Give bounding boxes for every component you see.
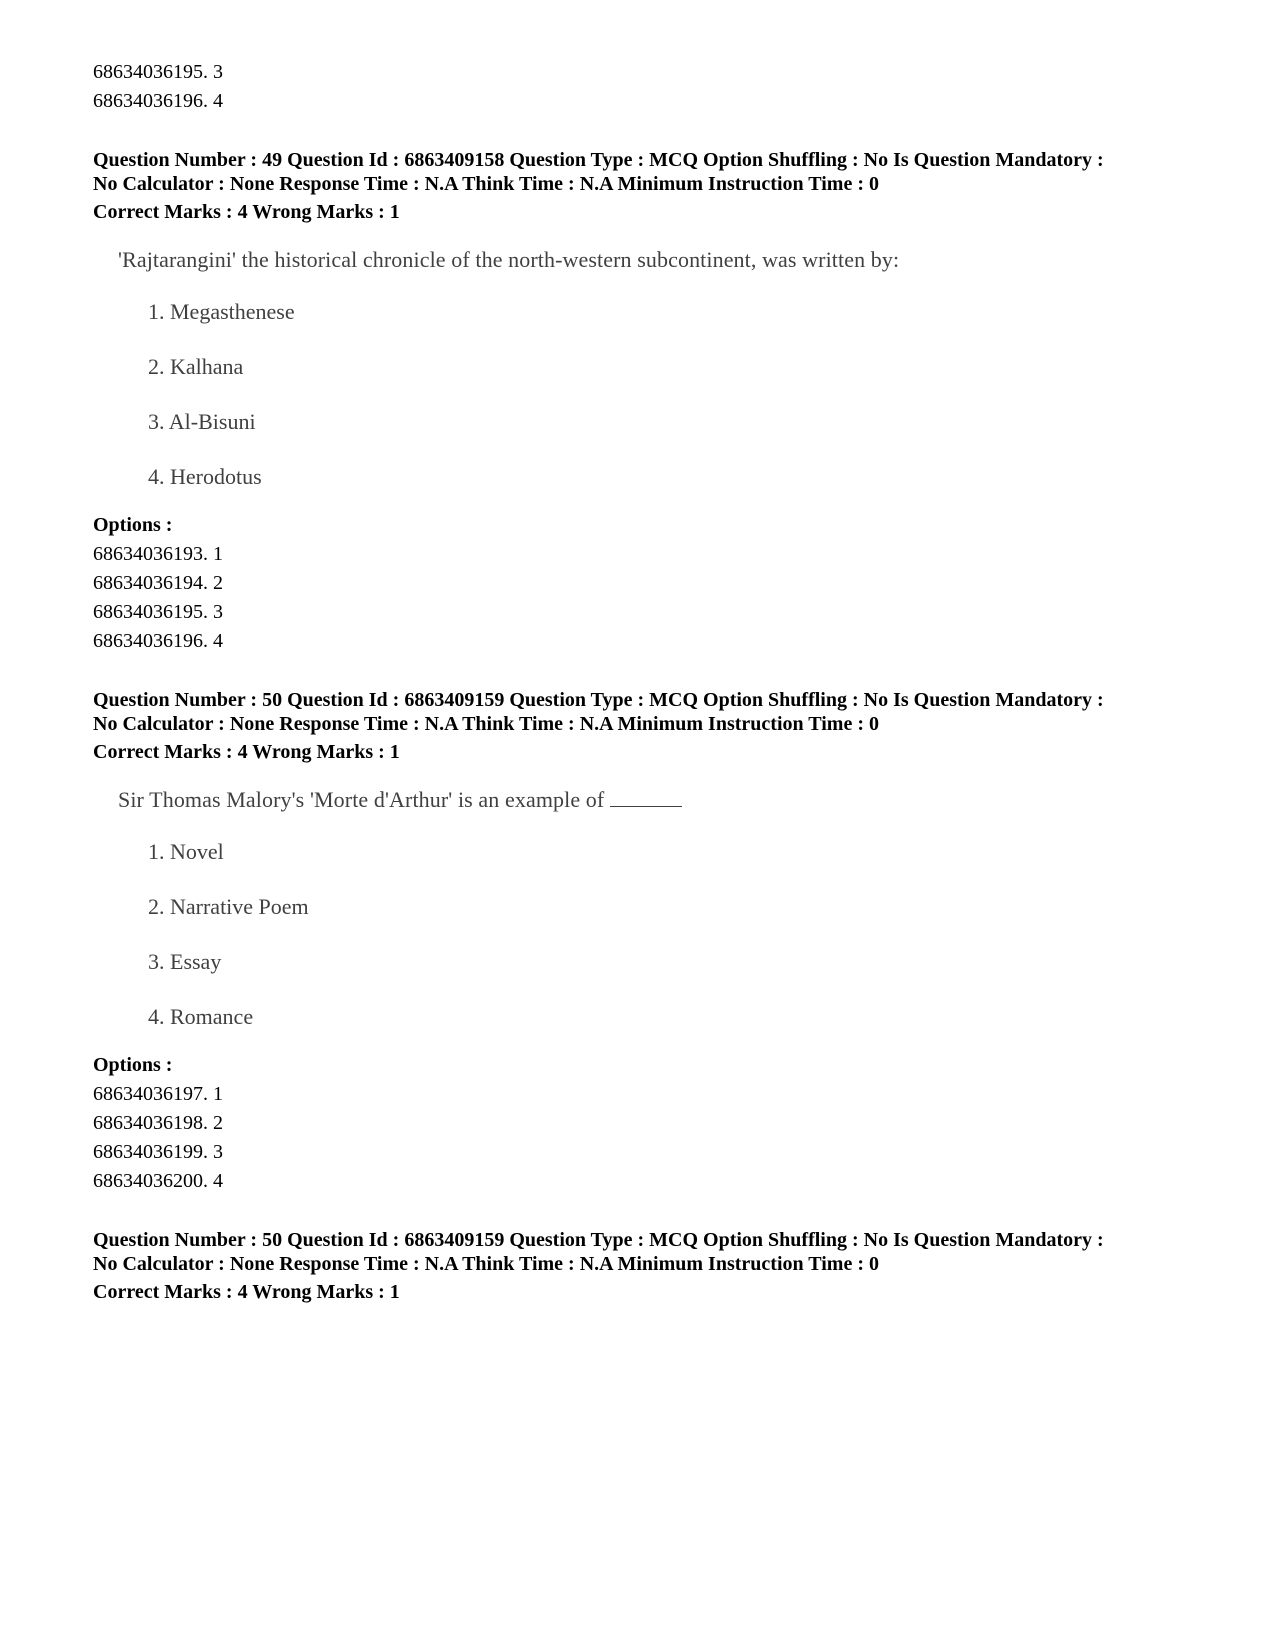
option-line: 68634036196. 4 bbox=[93, 90, 223, 112]
choice-item: 2. Kalhana bbox=[148, 354, 244, 379]
question-header-line2: No Calculator : None Response Time : N.A Think Time : N.A Minimum Instruction Time : 0 bbox=[93, 173, 879, 195]
question-marks: Correct Marks : 4 Wrong Marks : 1 bbox=[93, 741, 400, 763]
choice-item: 4. Herodotus bbox=[148, 464, 262, 489]
option-line: 68634036194. 2 bbox=[93, 572, 223, 594]
choice-item: 1. Novel bbox=[148, 839, 224, 864]
question-header bbox=[93, 1228, 1213, 1304]
options-list bbox=[93, 1080, 1213, 1196]
question-block-50-repeat bbox=[93, 1228, 1213, 1304]
question-stem bbox=[118, 786, 1213, 814]
option-line: 68634036198. 2 bbox=[93, 1112, 223, 1134]
option-line: 68634036196. 4 bbox=[93, 630, 223, 652]
option-line: 68634036193. 1 bbox=[93, 543, 223, 565]
question-header bbox=[93, 148, 1213, 224]
question-marks: Correct Marks : 4 Wrong Marks : 1 bbox=[93, 1281, 400, 1303]
question-stem-text: Sir Thomas Malory's 'Morte d'Arthur' is an example of bbox=[118, 787, 605, 812]
previous-options-list bbox=[93, 58, 1213, 116]
choice-item: 3. Al-Bisuni bbox=[148, 409, 256, 434]
option-line: 68634036195. 3 bbox=[93, 601, 223, 623]
choice-list bbox=[93, 838, 1213, 1043]
question-header-line1: Question Number : 49 Question Id : 6863409158 Question Type : MCQ Option Shuffling : No Is Question Mandatory : bbox=[93, 149, 1104, 171]
options-list bbox=[93, 540, 1213, 656]
question-header-line2: No Calculator : None Response Time : N.A Think Time : N.A Minimum Instruction Time : 0 bbox=[93, 713, 879, 735]
fill-in-blank bbox=[610, 786, 682, 807]
choice-item: 1. Megasthenese bbox=[148, 299, 295, 324]
question-header bbox=[93, 688, 1213, 764]
question-stem: 'Rajtarangini' the historical chronicle of the north-western subcontinent, was written by: bbox=[118, 247, 900, 272]
options-label: Options : bbox=[93, 1054, 173, 1076]
option-line: 68634036199. 3 bbox=[93, 1141, 223, 1163]
choice-list bbox=[93, 298, 1213, 503]
choice-item: 2. Narrative Poem bbox=[148, 894, 309, 919]
choice-item: 4. Romance bbox=[148, 1004, 254, 1029]
question-header-line1: Question Number : 50 Question Id : 6863409159 Question Type : MCQ Option Shuffling : No Is Question Mandatory : bbox=[93, 1229, 1104, 1251]
document-page bbox=[93, 58, 1213, 1304]
question-header-line1: Question Number : 50 Question Id : 6863409159 Question Type : MCQ Option Shuffling : No Is Question Mandatory : bbox=[93, 689, 1104, 711]
choice-item: 3. Essay bbox=[148, 949, 222, 974]
question-header-line2: No Calculator : None Response Time : N.A Think Time : N.A Minimum Instruction Time : 0 bbox=[93, 1253, 879, 1275]
question-block-50 bbox=[93, 688, 1213, 1196]
option-line: 68634036195. 3 bbox=[93, 61, 223, 83]
options-label: Options : bbox=[93, 514, 173, 536]
question-block-49 bbox=[93, 148, 1213, 656]
option-line: 68634036200. 4 bbox=[93, 1170, 223, 1192]
question-marks: Correct Marks : 4 Wrong Marks : 1 bbox=[93, 201, 400, 223]
option-line: 68634036197. 1 bbox=[93, 1083, 223, 1105]
